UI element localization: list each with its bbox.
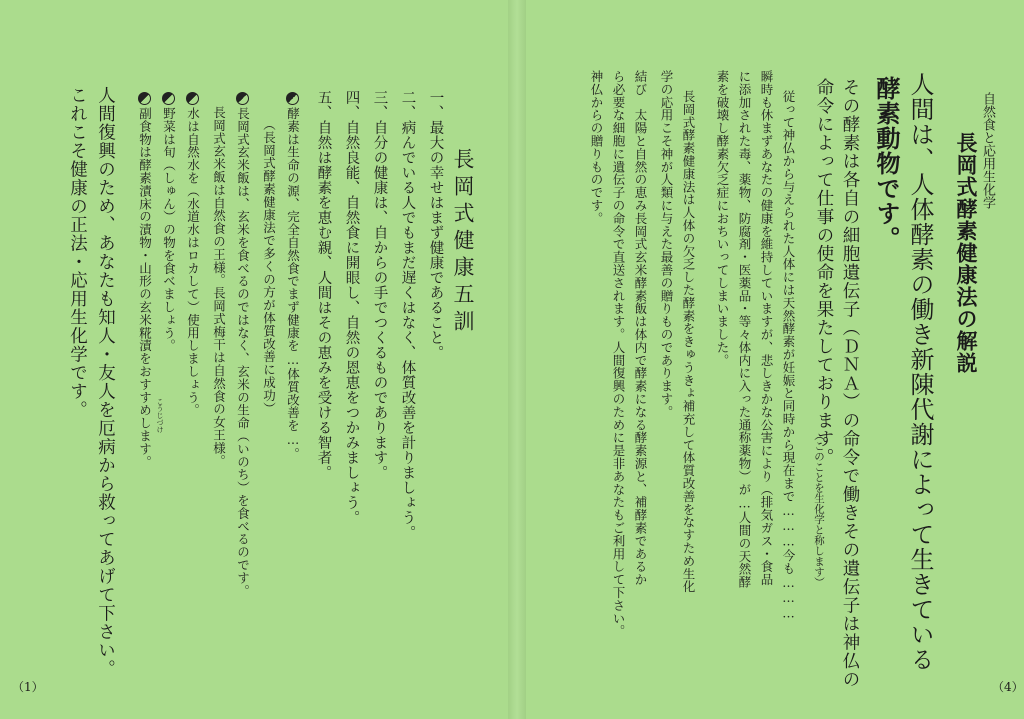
page-title-right: 長岡式酵素健康法の解説: [954, 132, 978, 374]
closing-line-2: これこそ健康の正法・応用生化学です。: [67, 86, 88, 419]
bullet-1: [286, 90, 299, 460]
center-fold: [508, 0, 526, 719]
bullet-4-text: 野菜は旬（しゅん）の物を食べましょう。: [161, 107, 177, 353]
bullet-marker-icon: [286, 92, 299, 105]
page-number-right: （4）: [992, 680, 1024, 694]
bullet-marker-icon: [186, 92, 199, 105]
bullet-3: [186, 90, 199, 417]
bullet-4: [162, 90, 175, 352]
subtitle: 自然食と応用生化学: [980, 92, 995, 209]
paragraph-3-line-2: 学の応用こそ神が人類に与えた最善の贈りものであります。: [659, 70, 674, 419]
paragraph-1-line-2: 命令によって仕事の使命を果たしております。: [814, 78, 834, 467]
page-number-left: （1）: [12, 680, 44, 694]
bullet-1-note: （長岡式酵素健康法で多くの方が体質改善に成功）: [261, 118, 277, 415]
bullet-3-text: 水は自然水を（水道水はロカして）使用しましょう。: [185, 107, 201, 417]
paragraph-2-line-3: に添加された毒、薬物、防腐剤・医薬品・等々体内に入った通称薬物）が…人間の天然酵: [737, 70, 752, 589]
bullet-marker-icon: [138, 92, 151, 105]
paragraph-1-note: （このことを生化学と称します）: [813, 430, 825, 588]
bullet-1-text: 酵素は生命の源、完全自然食でまず健康を…体質改善を…。: [285, 107, 301, 461]
bullet-2: [236, 90, 249, 597]
lead-line-1: 人間は、人体酵素の働き新陳代謝によって生きている: [906, 72, 934, 672]
paragraph-4-line-2: ら必要な細胞に遺伝子の命令で直送されます。人間復興のために是非あなたもご利用して下さい。: [611, 70, 626, 638]
rule-3: 三、自分の健康は、自からの手でつくるものであります。: [371, 90, 388, 480]
rule-2: 二、病んでいる人でもまだ遅くはなく、体質改善を計りましょう。: [399, 90, 416, 540]
paragraph-2-line-1: 従って神仏から与えられた人体には天然酵素が妊娠と同時から現在まで………今も………: [781, 90, 796, 621]
bullet-marker-icon: [162, 92, 175, 105]
closing-line-1: 人間復興のため、あなたも知人・友人を厄病から救ってあげて下さい。: [95, 86, 116, 678]
bullet-2-line-2: 長岡式玄米飯は自然食の王様。長岡式梅干は自然食の女王様。: [211, 106, 227, 468]
rule-5: 五、自然は酵素を恵む親、人間はその恵みを受ける智者。: [315, 90, 332, 480]
paragraph-4-line-1: 結び 太陽と自然の恵み長岡式玄米酵素飯は体内で酵素になる酵素源と、補酵素であるか: [633, 70, 648, 586]
bullet-5: [138, 90, 151, 468]
lead-line-2: 酵素動物です。: [872, 76, 900, 251]
paragraph-2-line-4: 素を破壊し酵素欠乏症におちいってしまいました。: [715, 70, 730, 367]
rule-1: 一、最大の幸せはまず健康であること。: [427, 90, 444, 360]
paragraph-2-line-2: 瞬時も休まずあなたの健康を維持していますが、悲しきかな公害により（排気ガス・食品: [759, 70, 774, 586]
paragraph-4-line-3: 神仏からの贈りものです。: [589, 70, 604, 225]
paragraph-1-line-1: その酵素は各自の細胞遺伝子（ＤＮＡ）の命令で働きその遺伝子は神仏の: [840, 78, 860, 689]
bullet-5-text: 副食物は酵素漬床の漬物・山形の玄米糀漬をおすすめします。: [137, 107, 153, 469]
page-title-left: 長岡式健康五訓: [451, 148, 475, 337]
furigana-koujiduke: こうじづけ: [156, 398, 164, 433]
bullet-2-text: 長岡式玄米飯は、玄米を食べるのではなく、玄米の生命（いのち）を食べるのです。: [235, 107, 251, 598]
paragraph-3-line-1: 長岡式酵素健康法は人体の欠乏した酵素をきゅうきょ補充して体質改善をなすため生化: [681, 90, 696, 594]
rule-4: 四、自然良能、自然食に開眼し、自然の恩恵をつかみましょう。: [343, 90, 360, 525]
bullet-marker-icon: [236, 92, 249, 105]
